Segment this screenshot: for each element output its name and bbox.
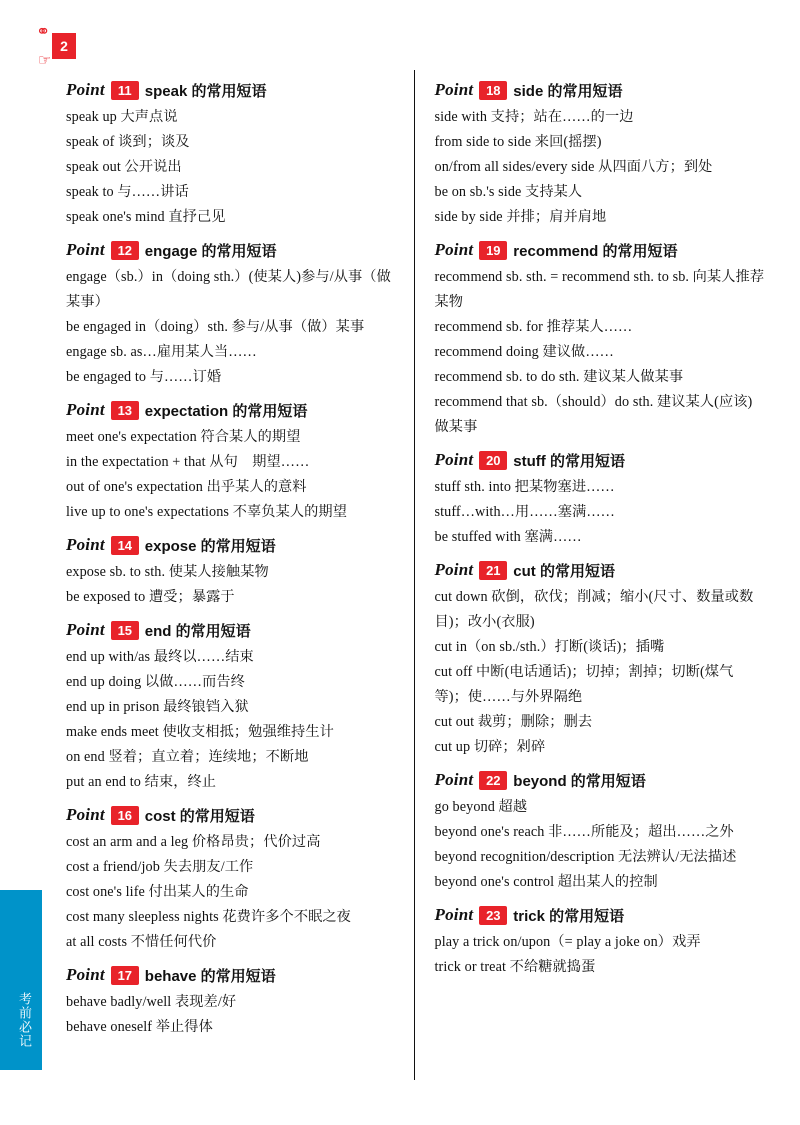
phrase-entry: be stuffed with 塞满…… <box>434 529 582 545</box>
side-tab-label: 考前必记 <box>17 992 32 1048</box>
phrase-entry: expose sb. to sth. 使某人接触某物 <box>66 564 269 580</box>
point-title: beyond 的常用短语 <box>513 772 646 790</box>
ribbon-icon: ⚭ <box>36 22 51 42</box>
phrase-entry: engage sb. as…雇用某人当…… <box>66 344 257 360</box>
point-word: Point <box>66 965 105 984</box>
point-number-badge: 16 <box>111 806 139 825</box>
phrase-entry: play a trick on/upon（= play a joke on）戏弄 <box>434 934 701 950</box>
point-word: Point <box>66 80 105 99</box>
point-number-badge: 18 <box>479 81 507 100</box>
side-tab <box>0 890 42 1070</box>
point-word: Point <box>66 535 105 554</box>
point-number-badge: 15 <box>111 621 139 640</box>
phrase-entry: cut out 裁剪；删除；删去 <box>434 714 593 730</box>
phrase-entry: end up with/as 最终以……结束 <box>66 649 254 665</box>
point-heading <box>66 399 398 421</box>
point-heading <box>435 79 767 101</box>
phrase-entry: cost many sleepless nights 花费许多个不眠之夜 <box>66 909 351 925</box>
phrase-entry: cut off 中断(电话通话)；切掉；割掉；切断(煤气等)；使……与外界隔绝 <box>434 664 734 705</box>
phrase-entry: speak out 公开说出 <box>66 159 182 175</box>
point-title: cost 的常用短语 <box>144 807 255 825</box>
phrase-entry: stuff…with…用……塞满…… <box>434 504 615 520</box>
phrase-entry: recommend sb. for 推荐某人…… <box>434 319 633 335</box>
point-heading <box>435 239 767 261</box>
phrase-entry: on/from all sides/every side 从四面八方；到处 <box>434 159 713 175</box>
point-word: Point <box>434 905 474 924</box>
phrase-entry: cost a friend/job 失去朋友/工作 <box>66 859 254 875</box>
phrase-entry: recommend sb. to do sth. 建议某人做某事 <box>434 369 684 385</box>
point-word: Point <box>66 240 105 259</box>
phrase-entry: speak to 与……讲话 <box>66 184 189 200</box>
point-word: Point <box>434 240 474 259</box>
point-number-badge: 14 <box>111 536 139 555</box>
point-heading <box>66 239 398 261</box>
column-right <box>414 70 767 1080</box>
phrase-entry: speak of 谈到；谈及 <box>66 134 190 150</box>
phrase-entry: beyond recognition/description 无法辨认/无法描述 <box>434 849 737 865</box>
column-left <box>66 70 414 1080</box>
point-title: expose 的常用短语 <box>144 537 276 555</box>
point-number-badge: 23 <box>479 906 507 925</box>
point-heading <box>66 964 398 986</box>
point-number-badge: 21 <box>479 561 507 580</box>
phrase-entry: cut in（on sb./sth.）打断(谈话)；插嘴 <box>434 639 665 655</box>
point-title: end 的常用短语 <box>144 622 251 640</box>
point-number-badge: 13 <box>111 401 139 420</box>
point-title: side 的常用短语 <box>513 82 623 100</box>
point-number-badge: 19 <box>479 241 507 260</box>
point-title: recommend 的常用短语 <box>513 242 678 260</box>
phrase-entry: beyond one's control 超出某人的控制 <box>434 874 658 890</box>
phrase-entry: stuff sth. into 把某物塞进…… <box>434 479 615 495</box>
point-number-badge: 17 <box>111 966 139 985</box>
phrase-entry: make ends meet 使收支相抵；勉强维持生计 <box>66 724 334 740</box>
point-title: engage 的常用短语 <box>144 242 277 260</box>
phrase-entry: side with 支持；站在……的一边 <box>434 109 634 125</box>
phrase-entry: cost an arm and a leg 价格昂贵；代价过高 <box>66 834 321 850</box>
phrase-entry: be exposed to 遭受；暴露于 <box>66 589 235 605</box>
phrase-entry: speak up 大声点说 <box>66 109 178 125</box>
phrase-entry: be engaged to 与……订婚 <box>66 369 222 385</box>
page-number: 2 <box>52 33 76 59</box>
phrase-entry: recommend doing 建议做…… <box>434 344 614 360</box>
phrase-entry: be engaged in（doing）sth. 参与/从事（做）某事 <box>66 319 365 335</box>
phrase-entry: at all costs 不惜任何代价 <box>66 934 217 950</box>
point-heading <box>435 559 767 581</box>
point-number-badge: 11 <box>111 81 139 100</box>
pin-icon: ☞ <box>38 51 52 69</box>
phrase-entry: end up in prison 最终锒铛入狱 <box>66 699 249 715</box>
page-marker <box>36 24 76 70</box>
point-word: Point <box>66 400 105 419</box>
point-heading <box>66 79 398 101</box>
phrase-entry: end up doing 以做……而告终 <box>66 674 245 690</box>
point-title: cut 的常用短语 <box>513 562 615 580</box>
point-number-badge: 22 <box>479 771 507 790</box>
phrase-entry: trick or treat 不给糖就捣蛋 <box>434 959 596 975</box>
phrase-entry: behave oneself 举止得体 <box>66 1019 213 1035</box>
point-heading <box>66 534 398 556</box>
point-word: Point <box>434 770 474 789</box>
point-title: expectation 的常用短语 <box>144 402 308 420</box>
phrase-entry: cut down 砍倒，砍伐；削减；缩小(尺寸、数量或数目)；改小(衣服) <box>434 589 754 630</box>
phrase-entry: on end 竖着；直立着；连续地；不断地 <box>66 749 309 765</box>
phrase-entry: in the expectation + that 从句 期望…… <box>66 454 310 470</box>
phrase-entry: side by side 并排；肩并肩地 <box>434 209 607 225</box>
phrase-entry: recommend sb. sth. = recommend sth. to sb. 向某人推荐某物 <box>434 269 765 310</box>
point-title: trick 的常用短语 <box>513 907 625 925</box>
point-heading <box>66 804 398 826</box>
point-heading <box>435 904 767 926</box>
point-word: Point <box>434 560 474 579</box>
point-word: Point <box>434 80 474 99</box>
phrase-entry: cut up 切碎；剁碎 <box>434 739 546 755</box>
content-columns <box>66 70 766 1080</box>
point-number-badge: 20 <box>479 451 507 470</box>
phrase-entry: behave badly/well 表现差/好 <box>66 994 237 1010</box>
phrase-entry: cost one's life 付出某人的生命 <box>66 884 249 900</box>
point-number-badge: 12 <box>111 241 139 260</box>
phrase-entry: speak one's mind 直抒己见 <box>66 209 226 225</box>
point-word: Point <box>66 620 105 639</box>
phrase-entry: be on sb.'s side 支持某人 <box>434 184 583 200</box>
phrase-entry: put an end to 结束，终止 <box>66 774 217 790</box>
phrase-entry: go beyond 超越 <box>434 799 528 815</box>
phrase-entry: recommend that sb.（should）do sth. 建议某人(应该)做某事 <box>434 394 753 435</box>
point-title: stuff 的常用短语 <box>513 452 625 470</box>
phrase-entry: from side to side 来回(摇摆) <box>434 134 602 150</box>
phrase-entry: out of one's expectation 出乎某人的意料 <box>66 479 307 495</box>
point-word: Point <box>434 450 474 469</box>
phrase-entry: engage（sb.）in（doing sth.）(使某人)参与/从事（做某事） <box>66 269 391 310</box>
phrase-entry: meet one's expectation 符合某人的期望 <box>66 429 301 445</box>
point-heading <box>435 769 767 791</box>
phrase-entry: live up to one's expectations 不辜负某人的期望 <box>66 504 348 520</box>
point-heading <box>66 619 398 641</box>
point-word: Point <box>66 805 105 824</box>
point-title: behave 的常用短语 <box>144 967 276 985</box>
point-heading <box>435 449 767 471</box>
phrase-entry: beyond one's reach 非……所能及；超出……之外 <box>434 824 734 840</box>
point-title: speak 的常用短语 <box>144 82 267 100</box>
